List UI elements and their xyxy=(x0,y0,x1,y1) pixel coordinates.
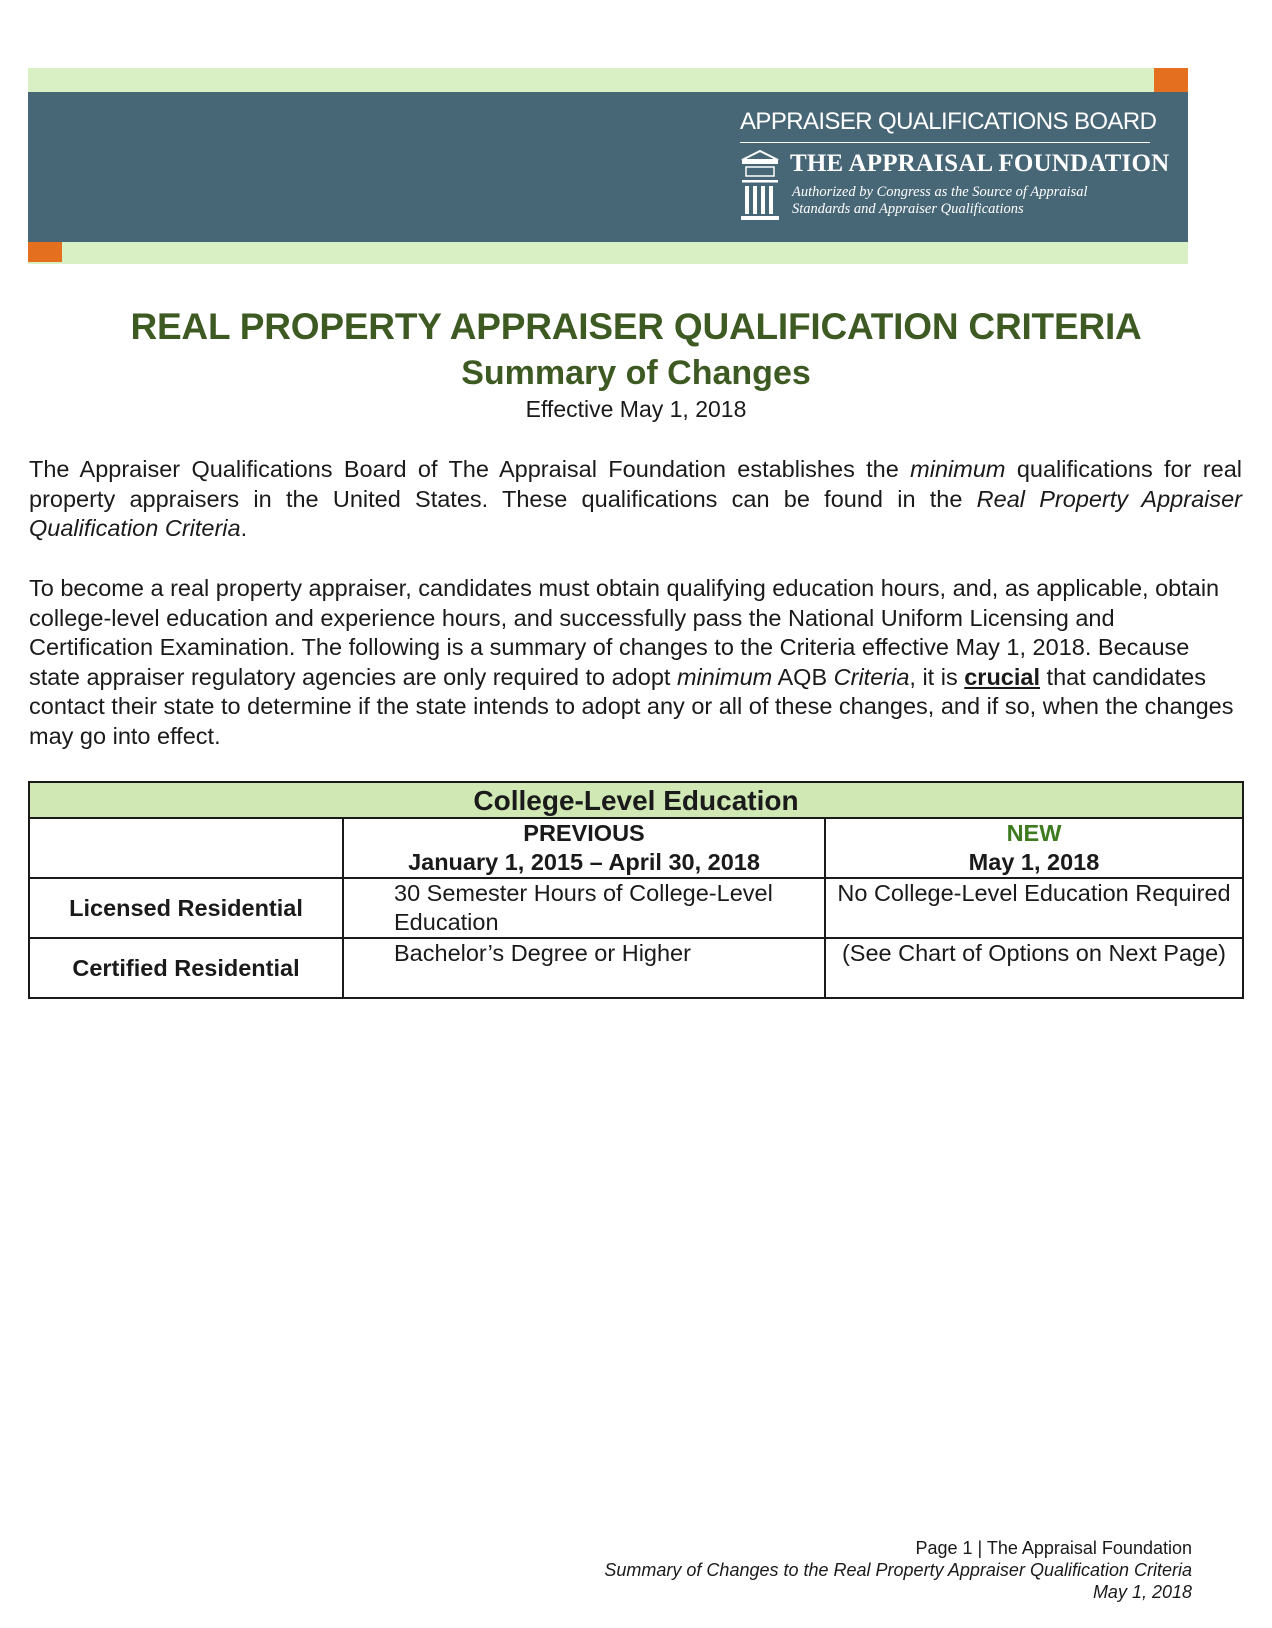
table-header-row xyxy=(29,818,1243,878)
page-footer xyxy=(604,1537,1192,1603)
banner-bottom-strip xyxy=(28,242,1188,264)
new-requirement: (See Chart of Options on Next Page) xyxy=(825,938,1243,998)
footer-page-number: Page 1 | The Appraisal Foundation xyxy=(915,1538,1192,1558)
logo-divider xyxy=(740,142,1150,143)
footer-date: May 1, 2018 xyxy=(1092,1582,1192,1602)
row-label: Certified Residential xyxy=(29,938,343,998)
new-date: May 1, 2018 xyxy=(968,849,1100,875)
new-requirement: No College-Level Education Required xyxy=(825,878,1243,938)
page-title: REAL PROPERTY APPRAISER QUALIFICATION CRITERIA xyxy=(130,306,1142,347)
effective-date: Effective May 1, 2018 xyxy=(525,396,747,422)
tagline-line-2: Standards and Appraiser Qualifications xyxy=(792,201,1024,217)
intro-paragraph-1: The Appraiser Qualifications Board of The Appraisal Foundation establishes the minimum qualifications for real property appraisers in the United States. These qualifications can be found in the Real Property Appraiser Qualification Criteria. xyxy=(29,456,1243,541)
table-row xyxy=(29,938,1243,998)
education-table xyxy=(28,781,1244,999)
new-label: NEW xyxy=(1006,820,1062,846)
page-subtitle: Summary of Changes xyxy=(461,354,811,392)
foundation-name: THE APPRAISAL FOUNDATION xyxy=(790,150,1170,177)
foundation-logo xyxy=(740,108,1170,226)
header-empty-cell xyxy=(29,818,343,878)
tagline-line-1: Authorized by Congress as the Source of Appraisal xyxy=(792,184,1088,200)
building-icon xyxy=(740,150,780,224)
board-name: APPRAISER QUALIFICATIONS BOARD xyxy=(740,108,1157,135)
banner-top-strip xyxy=(28,68,1188,92)
accent-square-top xyxy=(1154,68,1188,92)
table-row xyxy=(29,878,1243,938)
header-previous xyxy=(343,818,825,878)
footer-document-title: Summary of Changes to the Real Property Appraiser Qualification Criteria xyxy=(604,1560,1192,1580)
previous-requirement: 30 Semester Hours of College-Level Education xyxy=(343,878,825,938)
intro-paragraph-2: To become a real property appraiser, candidates must obtain qualifying education hours, and, as applicable, obtain college-level education and experience hours, and successfully pass the National Uniform Licensing and Certification Examination. The following is a summary of changes to the Criteria effective May 1, 2018. Because state appraiser regulatory agencies are only required to adopt minimum AQB Criteria, it is crucial that candidates contact their state to determine if the state intends to adopt any or all of these changes, and if so, when the changes may go into effect. xyxy=(29,575,1234,749)
accent-square-bottom xyxy=(28,242,62,262)
table-title: College-Level Education xyxy=(29,782,1243,818)
previous-requirement: Bachelor’s Degree or Higher xyxy=(343,938,825,998)
previous-label: PREVIOUS xyxy=(523,820,645,846)
foundation-tagline xyxy=(792,184,1132,218)
crucial-emphasis: crucial xyxy=(964,663,1041,690)
header-new xyxy=(825,818,1243,878)
previous-dates: January 1, 2015 – April 30, 2018 xyxy=(408,849,760,875)
row-label: Licensed Residential xyxy=(29,878,343,938)
